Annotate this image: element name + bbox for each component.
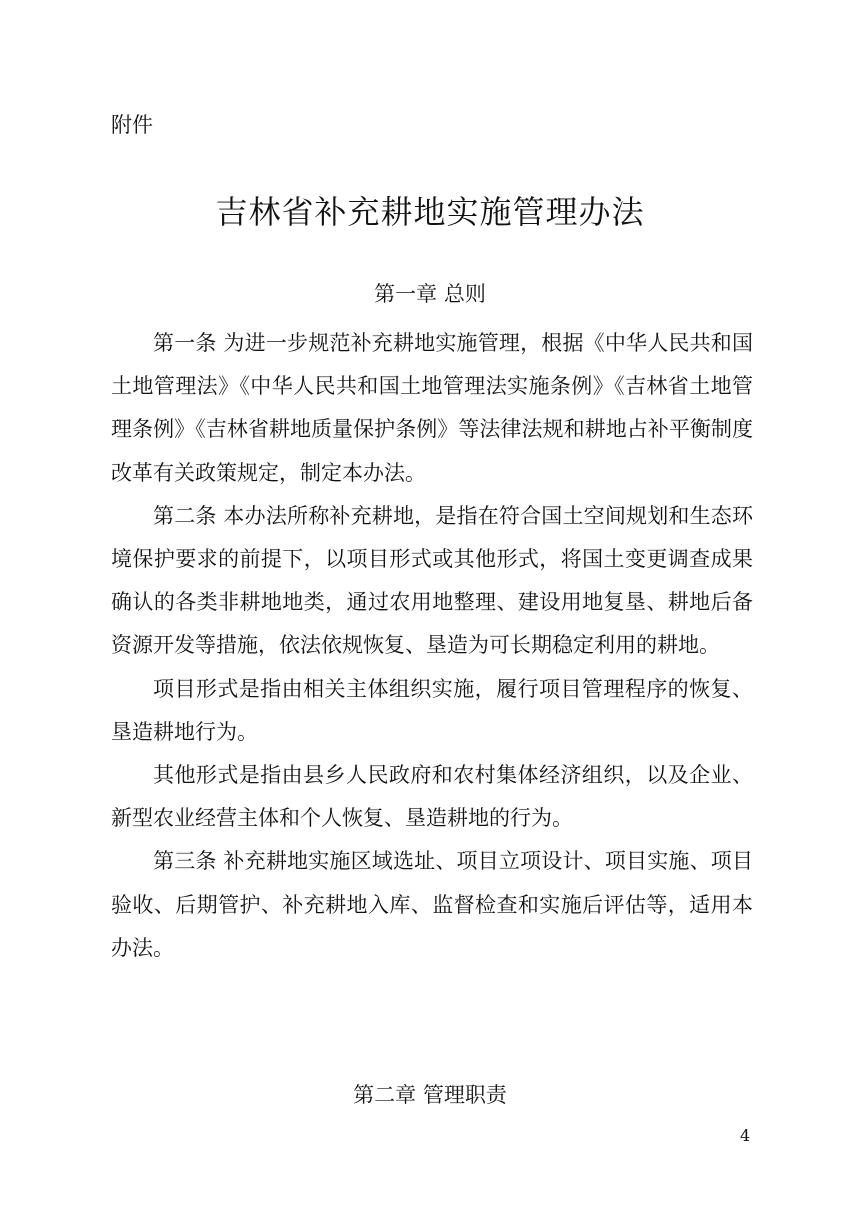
body-text <box>111 322 753 970</box>
page-number: 4 <box>740 1126 751 1145</box>
project-form-paragraph: 项目形式是指由相关主体组织实施，履行项目管理程序的恢复、垦造耕地行为。 <box>111 676 753 744</box>
article-3-paragraph: 第三条 补充耕地实施区域选址、项目立项设计、项目实施、项目验收、后期管护、补充耕地入库、监督检查和实施后评估等，适用本办法。 <box>111 849 753 960</box>
chapter-heading-1: 第一章 总则 <box>374 282 486 306</box>
other-form-paragraph: 其他形式是指由县乡人民政府和农村集体经济组织，以及企业、新型农业经营主体和个人恢复、垦造耕地的行为。 <box>111 763 753 831</box>
attachment-label: 附件 <box>111 113 153 137</box>
article-2-paragraph: 第二条 本办法所称补充耕地，是指在符合国土空间规划和生态环境保护要求的前提下，以项目形式或其他形式，将国土变更调查成果确认的各类非耕地地类，通过农用地整理、建设用地复垦、耕地后备资源开发等措施，依法依规恢复、垦造为可长期稳定利用的耕地。 <box>111 503 753 658</box>
article-1-paragraph: 第一条 为进一步规范补充耕地实施管理，根据《中华人民共和国土地管理法》《中华人民共和国土地管理法实施条例》《吉林省土地管理条例》《吉林省耕地质量保护条例》等法律法规和耕地占补平衡制度改革有关政策规定，制定本办法。 <box>111 331 753 485</box>
chapter-heading-2: 第二章 管理职责 <box>353 1083 507 1107</box>
document-title: 吉林省补充耕地实施管理办法 <box>215 193 645 231</box>
